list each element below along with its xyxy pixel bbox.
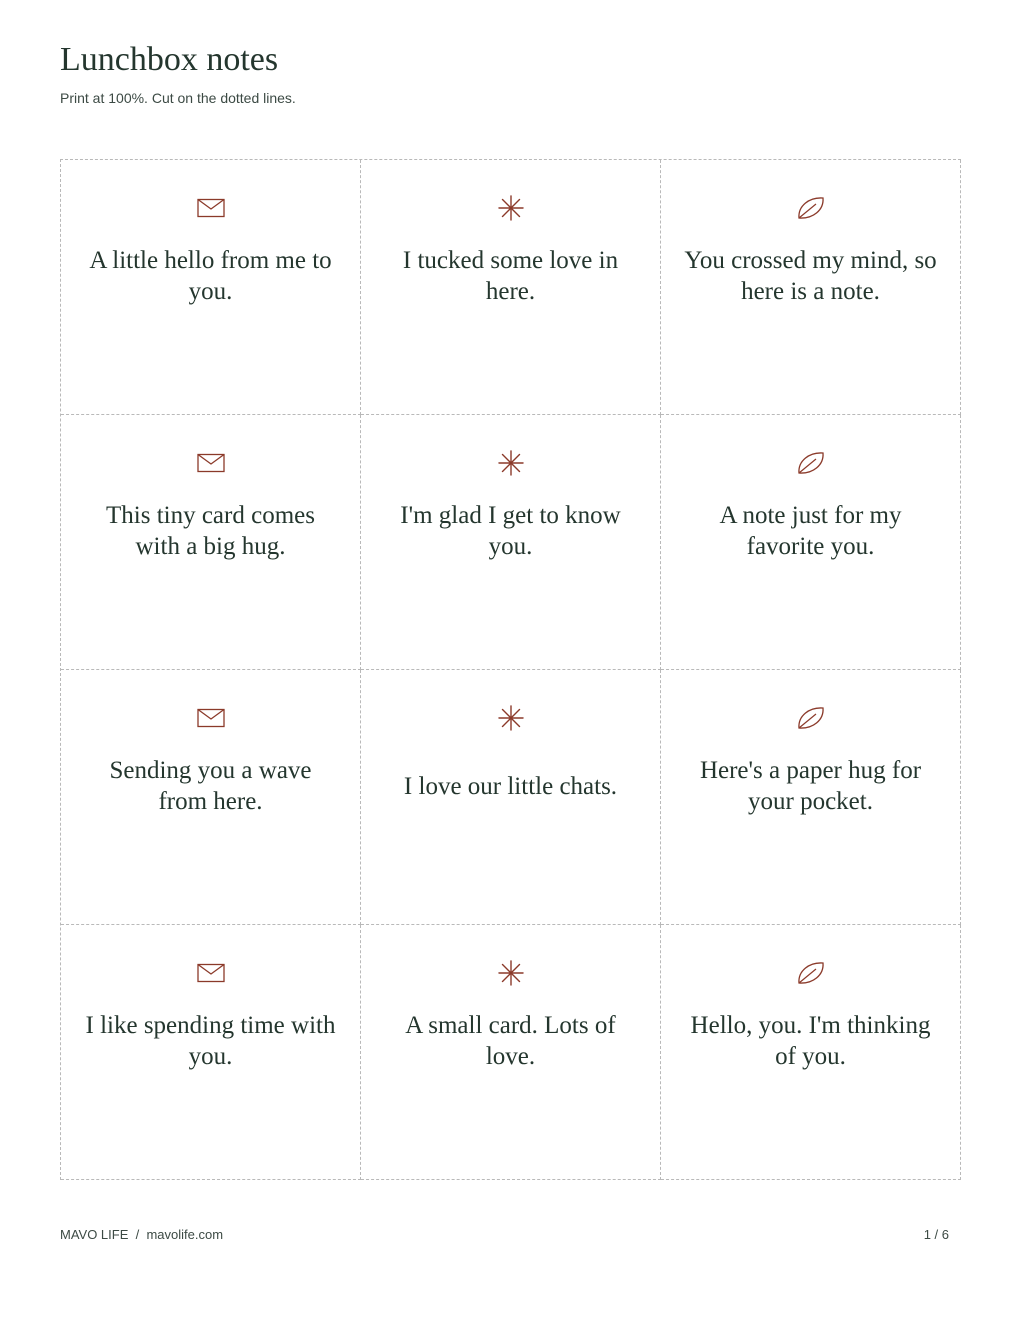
note-text: A little hello from me to you. <box>89 247 332 305</box>
note-card <box>661 670 961 925</box>
note-card <box>361 160 661 415</box>
asterisk-icon <box>496 451 526 475</box>
page-title: Lunchbox notes <box>60 41 279 78</box>
note-text: I tucked some love in here. <box>402 247 619 305</box>
leaf-icon <box>796 706 826 730</box>
note-card <box>61 925 361 1180</box>
note-card <box>61 415 361 670</box>
leaf-icon <box>796 961 826 985</box>
note-card <box>361 925 661 1180</box>
envelope-icon <box>196 706 226 730</box>
page-number: 1 / 6 <box>923 1227 949 1242</box>
envelope-icon <box>196 451 226 475</box>
note-card <box>361 415 661 670</box>
note-text: I love our little chats. <box>403 772 618 800</box>
note-card <box>61 160 361 415</box>
asterisk-icon <box>496 196 526 220</box>
page-subtitle: Print at 100%. Cut on the dotted lines. <box>60 90 296 106</box>
note-text: I like spending time with you. <box>85 1012 336 1070</box>
leaf-icon <box>796 451 826 475</box>
envelope-icon <box>196 961 226 985</box>
note-text: A small card. Lots of love. <box>405 1012 616 1070</box>
leaf-icon <box>796 196 826 220</box>
note-text: You crossed my mind, so here is a note. <box>684 247 937 305</box>
note-text: Hello, you. I'm thinking of you. <box>690 1012 931 1070</box>
envelope-icon <box>196 196 226 220</box>
footer-brand: MAVO LIFE / mavolife.com <box>60 1227 224 1242</box>
note-card <box>61 670 361 925</box>
note-card <box>661 925 961 1180</box>
note-card <box>661 415 961 670</box>
note-text: A note just for my favorite you. <box>719 502 902 560</box>
note-text: Here's a paper hug for your pocket. <box>699 757 922 815</box>
note-text: Sending you a wave from here. <box>109 757 312 815</box>
asterisk-icon <box>496 706 526 730</box>
note-card <box>661 160 961 415</box>
note-text: I'm glad I get to know you. <box>400 502 621 560</box>
note-card <box>361 670 661 925</box>
asterisk-icon <box>496 961 526 985</box>
note-text: This tiny card comes with a big hug. <box>106 502 315 560</box>
cards-grid <box>60 159 961 1180</box>
